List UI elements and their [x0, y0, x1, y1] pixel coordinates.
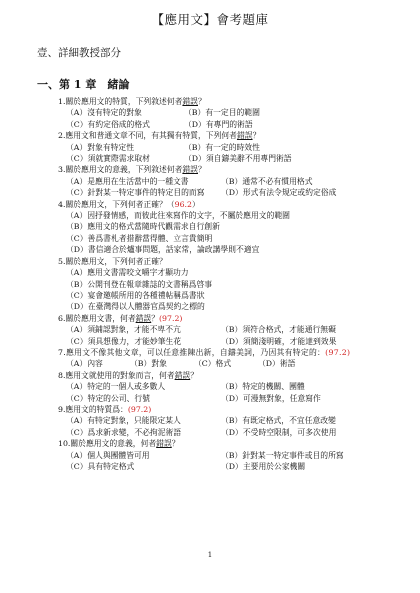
- question-stem: [58, 370, 388, 381]
- option-row: [58, 107, 388, 118]
- option-c: （C）有約定俗成的格式: [66, 119, 150, 129]
- option-a: （A）內容: [66, 359, 103, 369]
- option-row: [58, 381, 388, 392]
- option-row: [58, 153, 388, 164]
- option-row: [58, 336, 388, 347]
- option-c: （C）須具想像力，才能妙筆生花: [66, 336, 182, 346]
- option-b: （B）通常不必有慣用格式: [221, 176, 313, 186]
- option-d: （D）不受時空限制，可多次使用: [221, 427, 337, 437]
- option-row: [58, 415, 388, 426]
- option-d: （D）形式有法令規定或約定俗成: [221, 188, 337, 198]
- option-a: （A）應用文書需咬文嚼字才顯功力: [66, 268, 189, 278]
- question-stem: [58, 313, 388, 324]
- option-c: （C）特定的公司、行號: [66, 393, 150, 403]
- option-row: [58, 358, 388, 369]
- emphasis-text: 錯誤: [156, 439, 172, 449]
- option-d: （D）須簡淺明確，才能達到效果: [221, 336, 337, 346]
- option-row: [58, 210, 388, 221]
- option-d: （D）可漫無對象，任意寫作: [221, 393, 321, 403]
- question-text: ？: [151, 313, 160, 323]
- option-c: （C）宴會邀帳所用的各種禮帖稱爲書狀: [66, 290, 205, 300]
- option-c: （C）具有特定格式: [66, 462, 135, 471]
- emphasis-text: 錯誤: [236, 131, 253, 141]
- option-b: （B）針對某一特定事件或目的所寫: [221, 450, 344, 460]
- question-text: ？: [197, 165, 206, 175]
- question-text: 8.應用文就使用的對象而言，何者: [58, 370, 175, 380]
- option-row: [58, 233, 388, 244]
- question-stem: [58, 130, 388, 141]
- option-b: （B）公開刊登在報章雜誌的文書稱爲啓事: [66, 279, 213, 289]
- document-title: 【應用文】會考題庫: [151, 12, 269, 27]
- question-text: ？: [171, 439, 180, 449]
- option-d: （D）須自鑄美辭不用專門術語: [184, 154, 292, 164]
- option-row: [58, 221, 388, 232]
- option-a: （A）因抒發情感，而彼此往來寫作的文字，不屬於應用文的範圍: [66, 211, 290, 221]
- emphasis-text: 錯誤: [182, 165, 198, 175]
- option-c: （C）善爲書札者措辭當得體、立言貴簡明: [66, 233, 213, 243]
- option-row: [58, 427, 388, 438]
- option-row: [58, 279, 388, 290]
- question-stem: [58, 438, 388, 449]
- question-text: 10.關於應用文的意義，何者: [58, 439, 157, 449]
- option-row: [58, 187, 388, 198]
- option-row: [58, 267, 388, 278]
- option-row: [58, 393, 388, 404]
- question-text: 6.關於應用文書，何者: [58, 313, 136, 323]
- option-b: （B）特定的機關、團體: [221, 382, 305, 392]
- question-text: 1.關於應用文的特質，下列敘述何者: [58, 97, 183, 106]
- question-list: [58, 96, 388, 472]
- option-c: （C）爲求新求變，不必拘泥術語: [66, 427, 182, 437]
- question-text: 5.關於應用文，下列何者正確？: [58, 256, 167, 266]
- question-stem: [58, 347, 388, 358]
- exam-year-tag: (97.2): [127, 404, 152, 414]
- question-text: 9.應用文的特質爲：: [58, 404, 128, 414]
- emphasis-text: 錯誤: [174, 370, 191, 380]
- question-text: 2.應用文和普通文章不同，有其獨有特質，下列何者: [58, 131, 237, 141]
- question-text: ）: [191, 199, 200, 209]
- option-row: [58, 450, 388, 461]
- exam-year-tag: (97.2): [325, 347, 351, 357]
- option-d: （D）在臺灣得以人體器官爲契約之標的: [66, 302, 205, 312]
- question-stem: [58, 164, 388, 175]
- section-heading: 壹、詳細教授部分: [37, 47, 121, 59]
- question-text: ？: [197, 97, 206, 106]
- option-row: [58, 176, 388, 187]
- option-d: （D）主要用於公家機關: [221, 462, 306, 471]
- page-number: 1: [207, 551, 213, 559]
- question-text: 4.關於應用文，下列何者正確？（: [58, 199, 175, 209]
- option-row: [58, 244, 388, 255]
- option-a: （A）有特定對象，只能限定某人: [66, 416, 181, 426]
- option-row: [58, 324, 388, 335]
- option-b: （B）須符合格式，才能通行無礙: [221, 325, 336, 335]
- option-a: （A）是應用在生活當中的一種文書: [66, 176, 189, 186]
- chapter-heading: 一、第 1 章 緒論: [37, 78, 130, 91]
- question-stem: [58, 256, 388, 267]
- option-b: （B）應用文的格式當隨時代觀需求自行創新: [66, 222, 220, 232]
- option-row: [58, 461, 388, 472]
- option-b: （B）有一定的時效性: [184, 142, 260, 152]
- question-stem: [58, 96, 388, 107]
- option-c: （C）須就實際需求取材: [66, 154, 150, 164]
- option-c: （C）針對某一特定事件的特定目的而寫: [66, 188, 205, 198]
- option-d: （D）書信適合於爐事問題，話家常，論政講學則不適宜: [66, 245, 260, 255]
- option-a: （A）須鋪認對象，才能不卑不亢: [66, 325, 181, 335]
- question-text: ？: [190, 370, 198, 380]
- exam-year-tag: 96.2: [174, 199, 192, 209]
- emphasis-text: 錯誤: [135, 313, 152, 323]
- question-text: 3.關於應用文的意義，下列敘述何者: [58, 165, 183, 175]
- question-stem: [58, 199, 388, 210]
- exam-year-tag: (97.2): [159, 313, 183, 323]
- option-a: （A）對象有特定性: [66, 142, 135, 152]
- option-a: （A）特定的一個人或多數人: [66, 382, 166, 392]
- question-text: ？: [252, 131, 261, 141]
- option-a: （A）個人與團體皆可用: [66, 450, 150, 460]
- question-text: 7.應用文不像其他文章，可以任意推陳出新，自鑄美詞，乃因其有特定的：: [58, 347, 326, 357]
- option-d: （D）術語: [258, 359, 296, 369]
- question-stem: [58, 404, 388, 415]
- option-b: （B）對象: [130, 359, 167, 369]
- option-c: （C）格式: [194, 359, 232, 369]
- option-row: [58, 301, 388, 312]
- option-row: [58, 142, 388, 153]
- option-row: [58, 290, 388, 301]
- emphasis-text: 錯誤: [182, 97, 198, 106]
- option-d: （D）有專門的術語: [184, 119, 253, 129]
- option-row: [58, 119, 388, 130]
- option-b: （B）有既定格式，不宜任意改變: [221, 416, 336, 426]
- option-b: （B）有一定目的範圍: [184, 108, 260, 118]
- option-a: （A）沒有特定的對象: [66, 108, 142, 118]
